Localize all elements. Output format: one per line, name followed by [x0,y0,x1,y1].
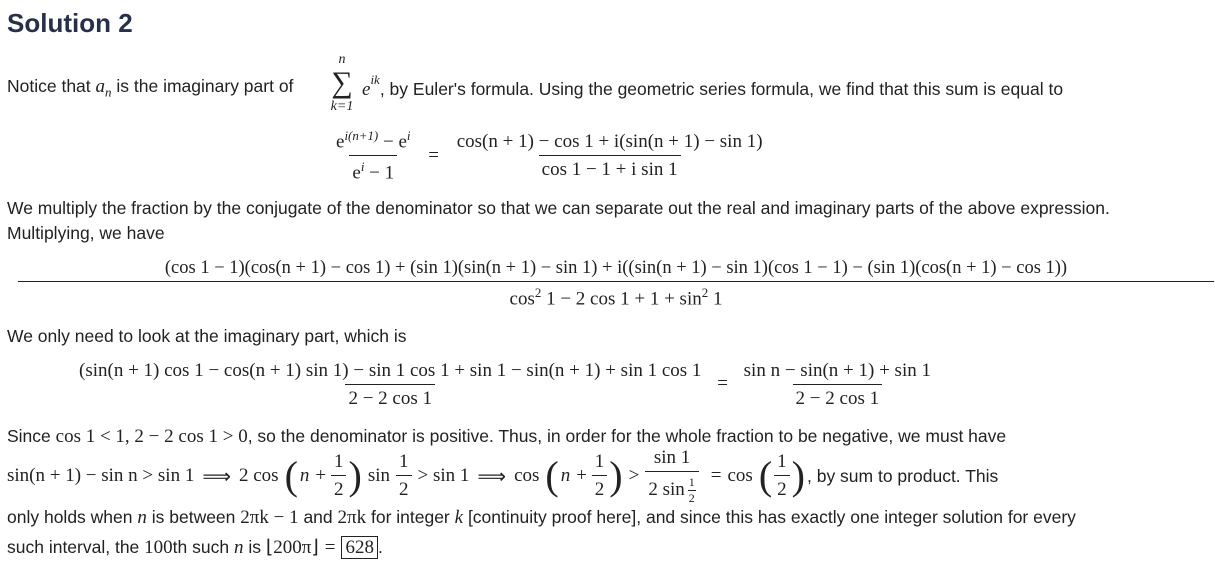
sum-lower: k=1 [330,99,354,114]
equation-chain [7,448,998,504]
paragraph-holds [7,507,1076,529]
math: > [628,465,640,486]
math: 2 [534,285,542,300]
paren-right: ) [348,453,362,498]
text: Notice that [7,76,96,96]
summation [322,52,362,116]
math: i [360,159,365,175]
math: i [406,128,411,143]
math: sin(n + 1) − sin n > sin 1 [7,465,195,486]
rhs-denominator: 2 − 2 cos 1 [793,384,883,410]
lhs-numerator: (sin(n + 1) cos 1 − cos(n + 1) sin 1) − sin 1 cos 1 + sin 1 − sin(n + 1) + sin 1 cos 1 [79,360,702,381]
equals: = [710,465,722,486]
math: sin [367,465,390,486]
math: 2 cos [239,465,279,486]
math-e: e [362,78,371,100]
math: − 1 [364,162,395,184]
rhs-denominator: cos 1 − 1 + i sin 1 [539,155,681,181]
math: 1 − 2 cos 1 + 1 + sin [541,288,702,310]
page-title: Solution 2 [7,8,133,38]
math: n [233,537,244,558]
numerator: (cos 1 − 1)(cos(n + 1) − cos 1) + (sin 1)(sin(n + 1) − sin 1) + i((sin(n + 1) − sin 1)(cos 1 − 1) − (sin 1)(cos(n + 1) − cos 1)) [164,258,1068,278]
text: and [298,507,338,527]
math: n + [560,465,588,486]
math: 2 [774,475,790,501]
sum-symbol: ∑ [331,66,353,99]
rhs-numerator: cos(n + 1) − cos 1 + i(sin(n + 1) − sin 1) [456,131,763,153]
math: 1 [594,451,605,472]
text: such interval, the [7,537,145,557]
paragraph-imaginary: We only need to look at the imaginary part, which is [7,326,407,346]
text: only holds when [7,507,138,527]
paren-right: ) [609,453,623,498]
text: , so the denominator is positive. Thus, in order for the whole fraction to be negative, we must have [247,426,1007,446]
paragraph-answer [7,536,383,559]
math: 1 [688,474,695,489]
math: cos [514,465,540,486]
rhs-numerator: sin n − sin(n + 1) + sin 1 [743,360,931,381]
math: − e [378,131,407,153]
paren-right: ) [791,453,805,498]
implies-arrow: ⟹ [477,465,507,488]
math: cos [727,465,753,486]
math: e [336,131,345,153]
paragraph-since [7,426,1006,448]
math: 2 [592,475,608,501]
text: is [243,537,266,557]
math: 2 [701,285,709,300]
text: th such [172,537,234,557]
math: e [352,162,361,184]
math: 1 [777,451,787,472]
paragraph-euler-tail [362,72,1064,101]
text: Since [7,426,56,446]
math: i(n+1) [344,128,379,143]
lhs-denominator: 2 − 2 cos 1 [345,384,435,410]
paragraph-conjugate: We multiply the fraction by the conjugate of the denominator so that we can separate out the real and imaginary parts of the above expression. [7,198,1110,218]
math-a: a [95,76,106,97]
math: 2 [396,475,412,501]
paragraph-euler [7,76,293,101]
math: 1 [333,451,344,472]
text: , by sum to product. This [806,465,999,486]
math: 1 [399,451,409,472]
math-e-exp: ik [370,72,380,87]
math: 2πk [337,507,367,528]
paragraph-multiplying: Multiplying, we have [7,223,165,243]
math: 2 [331,475,347,501]
equation-imaginary-part [76,360,934,410]
text: is between [146,507,241,527]
equals: = [324,537,336,558]
math: > sin 1 [417,465,470,486]
equals: = [428,144,439,166]
text: for integer [366,507,455,527]
equation-geometric [333,128,766,185]
paren-left: ( [545,453,559,498]
math: ⌊200π⌋ [265,537,319,558]
math: n [137,507,147,528]
math: 2πk − 1 [240,507,299,528]
implies-arrow: ⟹ [202,465,231,488]
paren-left: ( [284,453,298,498]
math: 1 [708,288,723,310]
text: . [377,537,383,557]
math: 100 [144,537,173,558]
answer-box: 628 [341,536,378,559]
equation-multiplied [18,258,1214,310]
math: sin 1 [653,446,691,468]
math-inline: cos 1 < 1, 2 − 2 cos 1 > 0 [55,426,248,447]
text: [continuity proof here], and since this has exactly one integer solution for every [463,507,1076,527]
math: 2 [688,490,695,505]
math: 2 sin [648,479,685,500]
equals: = [717,373,728,395]
math: cos [509,288,535,310]
math: k [454,507,464,528]
text: , by Euler's formula. Using the geometric series formula, we find that this sum is equal to [379,78,1064,99]
math-a-sub: n [105,84,112,100]
math: n + [299,465,327,486]
paren-left: ( [758,453,773,498]
sum-upper: n [338,52,346,67]
text: is the imaginary part of [111,76,294,96]
